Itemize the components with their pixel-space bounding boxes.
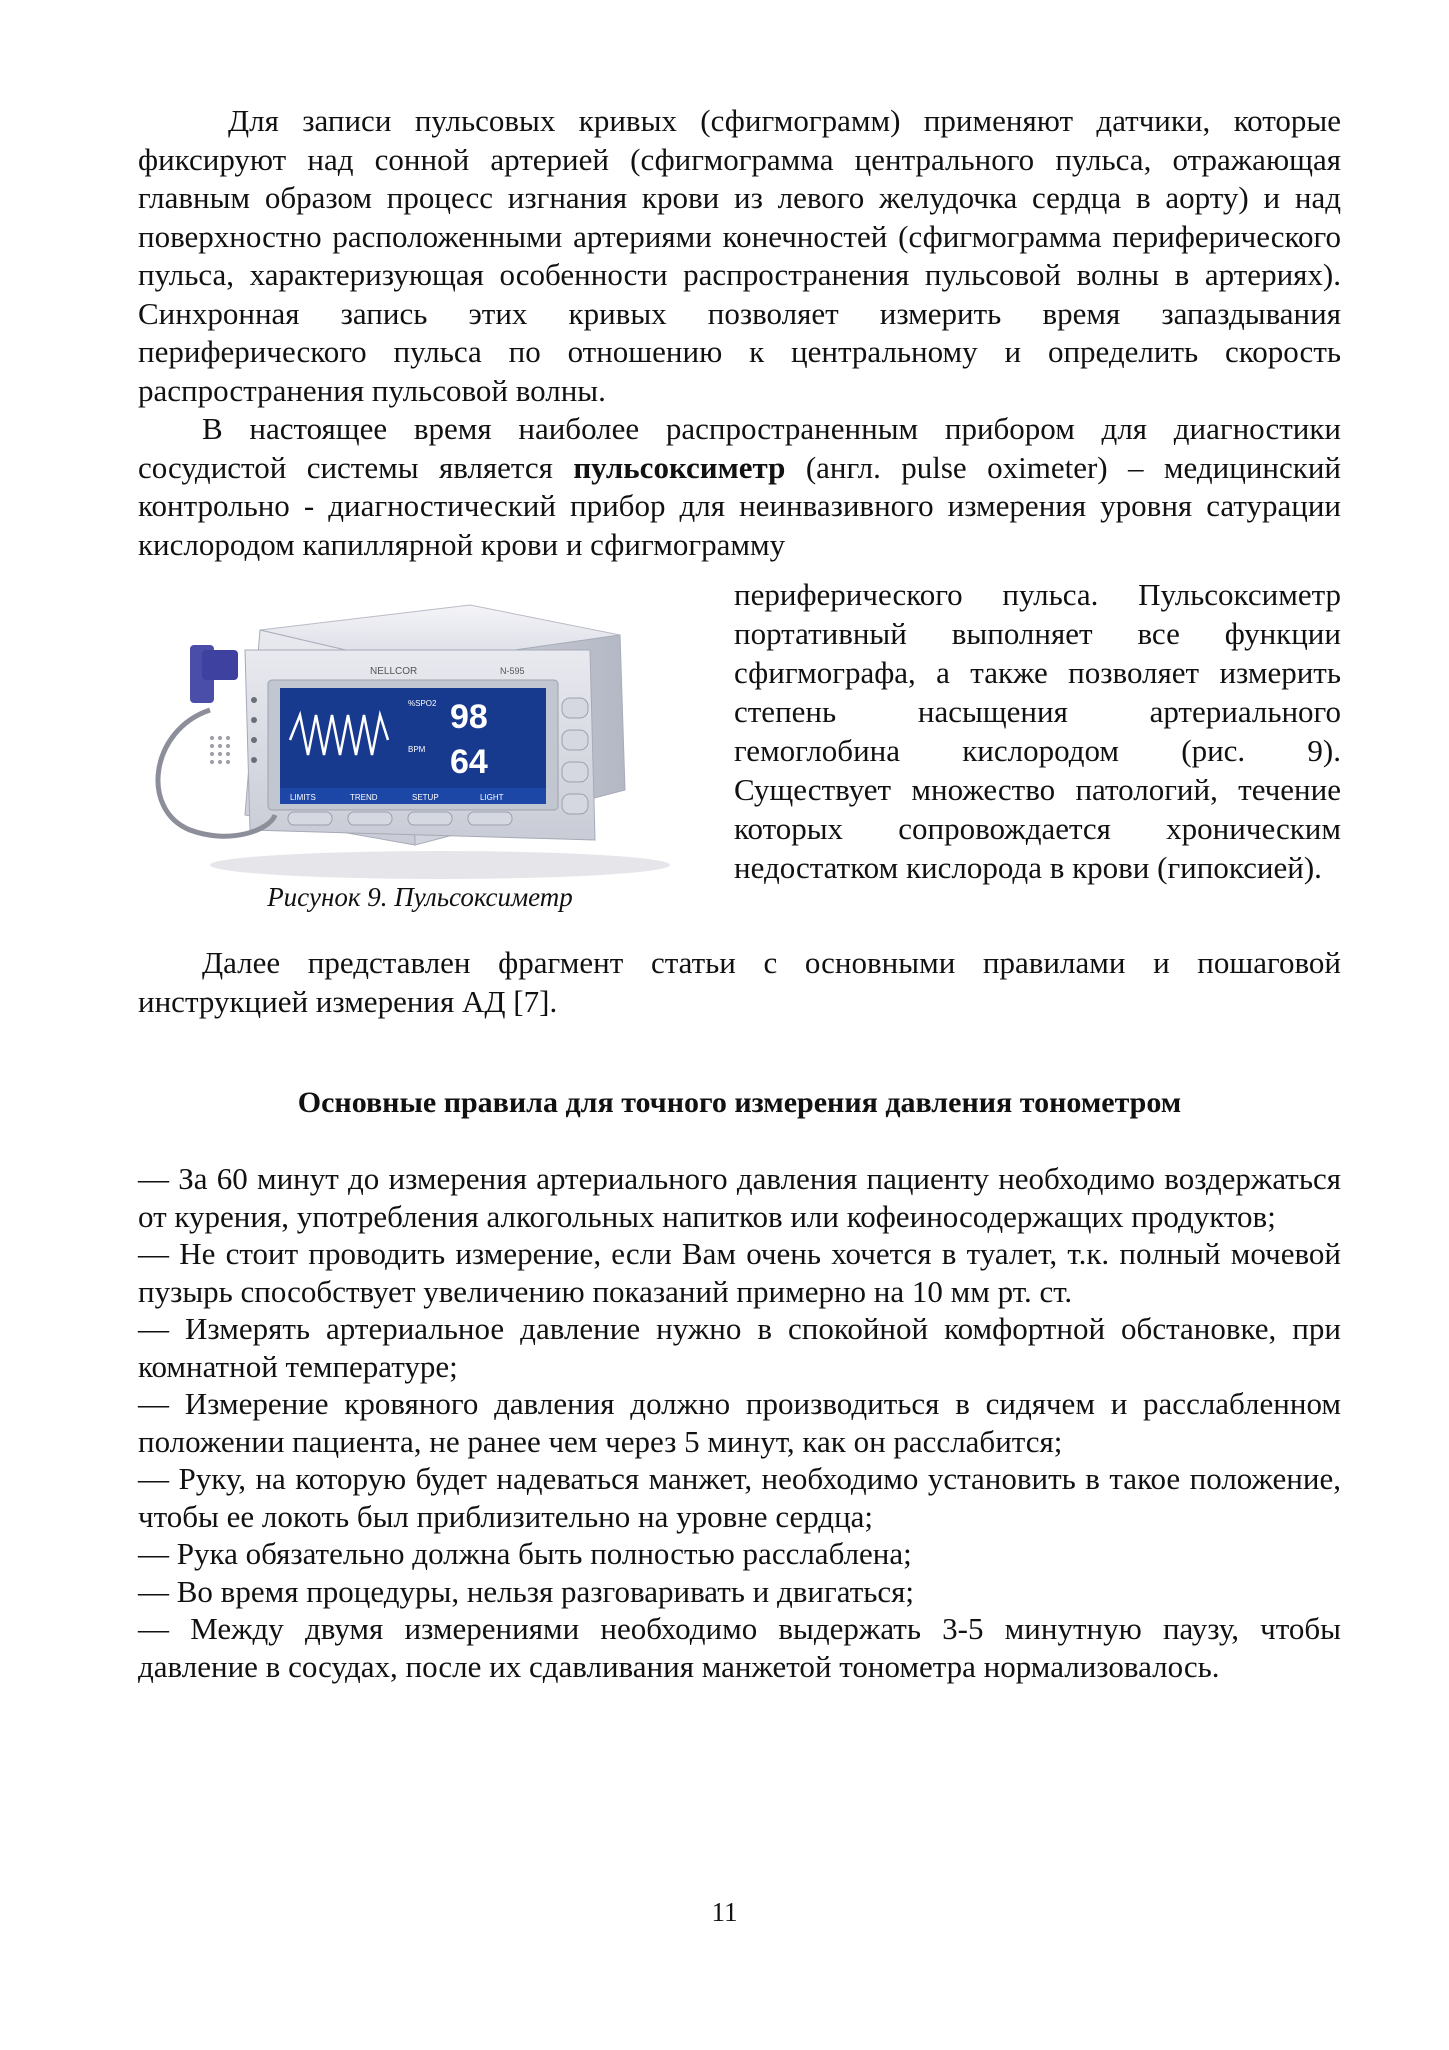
softkey-label-trend: TREND	[350, 793, 378, 802]
paragraph-pulse-oximeter-definition: (англ. pulse oximeter) – медицинский контрольно - диагностический прибор для неинвазивного измерения уровня сатурации кислородом капиллярной крови и сфигмограмму	[138, 449, 1342, 562]
rules-list-item: — Измерять артериальное давление нужно в спокойной комфортной обстановке, при комнатной температуре;	[138, 1311, 1341, 1384]
paragraph-pulse-oximeter-lead: В настоящее время наиболее распространенным прибором для диагностики сосудистой системы является	[138, 411, 1341, 485]
softkey-label-limits: LIMITS	[290, 793, 316, 802]
paragraph-sphygmography: Для записи пульсовых кривых (сфигмограмм) применяют датчики, которые фиксируют над сонной артерией (сфигмограмма центрального пульса, отражающая главным образом процесс изгнания крови из левого желудочка сердца в аорту) и над поверхностно расположенными артериями конечностей (сфигмограмма периферического пульса, характеризующая особенности распространения пульсовой волны в артериях). Синхронная запись этих кривых позволяет измерить время запаздывания периферического пульса по отношению к центральному и определить скорость распространения пульсовой волны.	[138, 103, 1341, 408]
model-label: N-595	[500, 666, 525, 676]
pulse-oximeter-illustration	[150, 590, 690, 890]
device-shadow	[210, 851, 670, 879]
paragraph-pulse-oximeter-continued: периферического пульса. Пульсоксиметр портативный выполняет все функции сфигмографа, а также позволяет измерить степень насыщения артериального гемоглобина кислородом (рис. 9). Существует множество патологий, течение которых сопровождается хроническим недостатком кислорода в крови (гипоксией).	[734, 577, 1341, 885]
figure-pulse-oximeter	[150, 590, 690, 890]
softkey-label-light: LIGHT	[480, 793, 504, 802]
speaker-grille	[210, 736, 230, 764]
softkey-label-setup: SETUP	[412, 793, 439, 802]
bpm-label: BPM	[408, 745, 426, 754]
rules-list	[138, 1160, 1341, 1685]
rules-list-item: — За 60 минут до измерения артериального давления пациенту необходимо воздержаться от курения, употребления алкогольных напитков или кофеиносодержащих продуктов;	[138, 1161, 1341, 1234]
sensor-plug	[202, 650, 238, 680]
rules-list-item: — Руку, на которую будет надеваться манжет, необходимо установить в такое положение, чтобы ее локоть был приблизительно на уровне сердца;	[138, 1461, 1341, 1534]
page-number: 11	[711, 1897, 738, 1927]
rules-list-item: — Рука обязательно должна быть полностью расслаблена;	[138, 1536, 912, 1571]
spo2-label: %SPO2	[408, 699, 437, 708]
rules-list-item: — Измерение кровяного давления должно производиться в сидячем и расслабленном положении пациента, не ранее чем через 5 минут, как он расслабится;	[138, 1386, 1341, 1459]
paragraph-pulse-oximeter	[138, 410, 1341, 564]
rules-list-item: — Между двумя измерениями необходимо выдержать 3-5 минутную паузу, чтобы давление в сосудах, после их сдавливания манжетой тонометра нормализовалось.	[138, 1611, 1341, 1684]
paragraph-article-intro: Далее представлен фрагмент статьи с основными правилами и пошаговой инструкцией измерения АД [7].	[138, 945, 1341, 1019]
spo2-readout: 98	[450, 698, 488, 736]
section-heading: Основные правила для точного измерения давления тонометром	[297, 1086, 1182, 1119]
rules-list-item: — Во время процедуры, нельзя разговаривать и двигаться;	[138, 1573, 915, 1609]
pulse-readout: 64	[450, 743, 488, 781]
figure-caption: Рисунок 9. Пульсоксиметр	[267, 882, 573, 912]
brand-label: NELLCOR	[370, 666, 418, 677]
rules-list-item: — Не стоит проводить измерение, если Вам очень хочется в туалет, т.к. полный мочевой пузырь способствует увеличению показаний примерно на 10 мм рт. ст.	[138, 1236, 1341, 1309]
keyword-pulse-oximeter: пульсоксиметр	[573, 449, 786, 485]
